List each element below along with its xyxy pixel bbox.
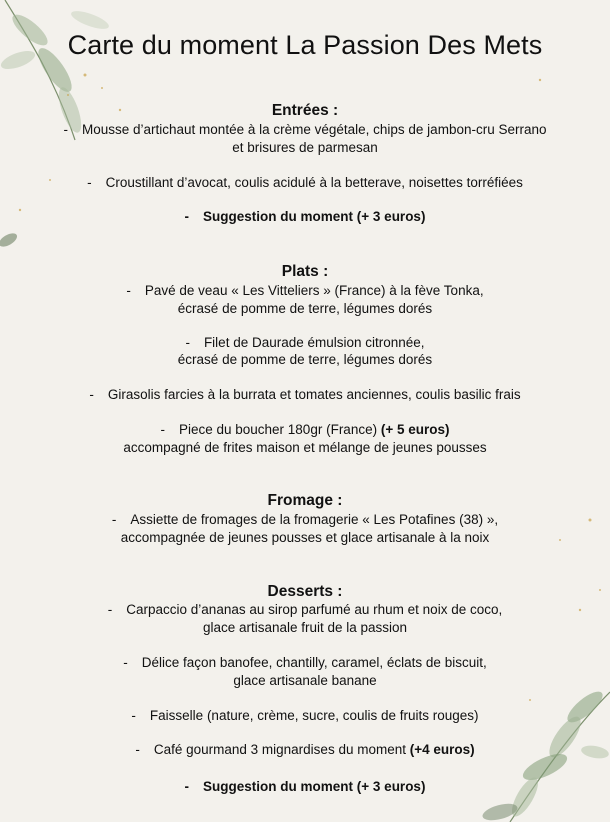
menu-item-line: glace artisanale fruit de la passion xyxy=(202,620,408,635)
list-dash: - xyxy=(123,655,128,670)
list-dash: - xyxy=(160,422,165,437)
menu-item-line xyxy=(30,601,580,619)
menu-item-text: Café gourmand 3 mignardises du moment xyxy=(153,742,406,757)
menu-item-line xyxy=(30,511,580,529)
list-dash: - xyxy=(131,708,136,723)
menu-item-line xyxy=(30,741,580,759)
section-heading-entrees: Entrées : xyxy=(271,102,339,119)
price-supplement: (+ 5 euros) xyxy=(380,422,450,437)
menu-item-line xyxy=(30,386,580,404)
price-supplement: (+4 euros) xyxy=(409,742,475,757)
menu-item-text: Assiette de fromages de la fromagerie « Les Potafines (38) », xyxy=(130,512,499,527)
menu-item-text: Girasolis farcies à la burrata et tomates anciennes, coulis basilic frais xyxy=(107,387,521,402)
menu-item-line xyxy=(30,654,580,672)
list-dash: - xyxy=(126,283,131,298)
section-heading-fromage: Fromage : xyxy=(267,492,343,509)
menu-item-text: Pavé de veau « Les Vitteliers » (France) à la fève Tonka, xyxy=(144,283,484,298)
menu-item-text: Croustillant d’avocat, coulis acidulé à la betterave, noisettes torréfiées xyxy=(105,175,523,190)
list-dash: - xyxy=(185,335,190,350)
menu-item-text: Mousse d’artichaut montée à la crème végétale, chips de jambon-cru Serrano xyxy=(82,122,547,137)
menu-item-line: accompagnée de jeunes pousses et glace artisanale à la noix xyxy=(120,530,490,545)
menu-item-text: Carpaccio d’ananas au sirop parfumé au rhum et noix de coco, xyxy=(126,602,503,617)
menu-item-text: Faisselle (nature, crème, sucre, coulis de fruits rouges) xyxy=(149,708,479,723)
menu-item-line: accompagné de frites maison et mélange de jeunes pousses xyxy=(123,440,487,455)
list-dash: - xyxy=(184,779,190,794)
menu-item-text: Piece du boucher 180gr (France) xyxy=(178,422,378,437)
page-title: Carte du moment La Passion Des Mets xyxy=(67,30,543,60)
menu-item-line: écrasé de pomme de terre, légumes dorés xyxy=(177,301,433,316)
menu-item-line xyxy=(30,174,580,192)
list-dash: - xyxy=(111,512,117,527)
menu-item-line: écrasé de pomme de terre, légumes dorés xyxy=(177,352,433,367)
suggestion-text: Suggestion du moment (+ 3 euros) xyxy=(203,209,426,224)
menu-item-line xyxy=(30,282,580,300)
menu-item-line: glace artisanale banane xyxy=(233,673,377,688)
list-dash: - xyxy=(63,122,68,137)
menu-item-line xyxy=(30,707,580,725)
list-dash: - xyxy=(107,602,113,617)
menu-item-line xyxy=(30,334,580,352)
list-dash: - xyxy=(184,209,190,224)
menu-item-line xyxy=(30,421,580,439)
section-heading-plats: Plats : xyxy=(281,263,329,280)
list-dash: - xyxy=(89,387,94,402)
section-heading-desserts: Desserts : xyxy=(267,583,343,600)
suggestion-text: Suggestion du moment (+ 3 euros) xyxy=(203,779,426,794)
list-dash: - xyxy=(87,175,92,190)
menu-item-line: et brisures de parmesan xyxy=(232,140,378,155)
menu-item-line xyxy=(30,778,580,796)
list-dash: - xyxy=(135,742,140,757)
menu-item-line xyxy=(30,208,580,226)
menu-item-text: Délice façon banofee, chantilly, caramel, éclats de biscuit, xyxy=(141,655,487,670)
menu-item-text: Filet de Daurade émulsion citronnée, xyxy=(203,335,425,350)
menu-item-line xyxy=(30,121,580,139)
